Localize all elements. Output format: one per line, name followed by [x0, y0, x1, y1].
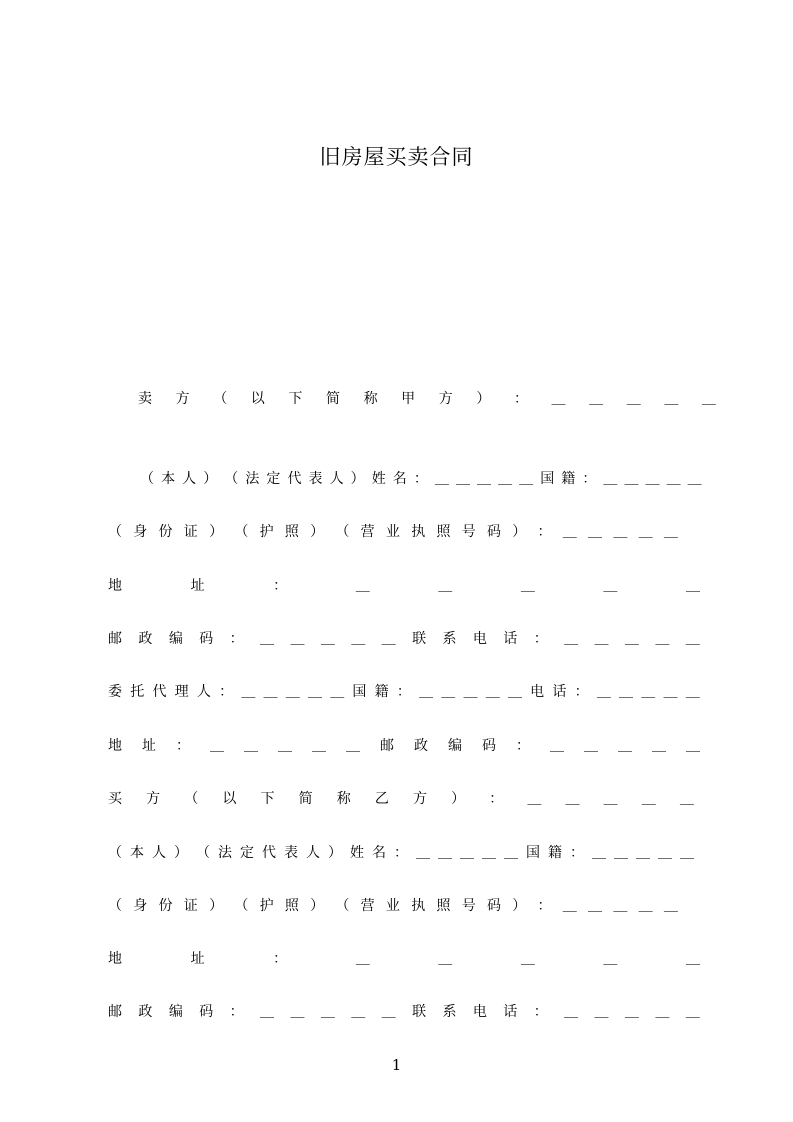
- text-char: ＿: [686, 738, 700, 754]
- text-char: 人: [182, 471, 197, 487]
- text-char: 政: [138, 1004, 153, 1020]
- text-char: 人: [152, 845, 166, 861]
- text-char: 人: [196, 684, 211, 700]
- text-char: 证: [183, 898, 198, 914]
- text-char: 法: [245, 471, 260, 487]
- text-char: 联: [412, 631, 427, 647]
- text-char: ＿: [685, 951, 700, 967]
- text-char: ）: [209, 524, 224, 540]
- text-char: 托: [130, 684, 145, 700]
- text-char: ＿: [441, 684, 456, 700]
- text-char: 照: [436, 898, 451, 914]
- text-char: ）: [476, 391, 491, 407]
- text-char: ＿: [477, 471, 491, 487]
- text-char: ＿: [519, 471, 534, 487]
- text-char: 护: [259, 524, 274, 540]
- text-char: ＿: [320, 631, 335, 647]
- text-char: 姓: [371, 471, 386, 487]
- text-char: 联: [412, 1004, 427, 1020]
- text-char: 地: [108, 951, 122, 967]
- text-char: ＿: [438, 578, 453, 594]
- text-char: ＿: [504, 845, 518, 861]
- text-char: 证: [183, 524, 198, 540]
- text-char: ：: [513, 391, 528, 407]
- text-char: ＿: [460, 845, 474, 861]
- text-char: ＿: [312, 738, 326, 754]
- text-char: ）: [451, 791, 466, 807]
- text-char: 称: [336, 791, 351, 807]
- text-char: ＿: [614, 845, 628, 861]
- text-char: ＿: [658, 845, 672, 861]
- text-char: ：: [219, 684, 234, 700]
- text-char: ＿: [290, 1004, 305, 1020]
- text-char: 码: [486, 524, 501, 540]
- text-char: （: [335, 898, 350, 914]
- text-char: 码: [199, 631, 214, 647]
- text-char: （: [140, 471, 154, 487]
- text-char: 以: [250, 391, 265, 407]
- text-char: ＿: [520, 951, 535, 967]
- text-char: 照: [436, 524, 451, 540]
- text-char: 邮: [380, 738, 394, 754]
- text-char: ）: [209, 898, 224, 914]
- text-char: 份: [158, 898, 173, 914]
- text-char: 营: [360, 524, 375, 540]
- text-char: 代: [152, 684, 167, 700]
- buyer-postcode-phone-line: [108, 1000, 700, 1022]
- text-char: 邮: [108, 1004, 122, 1020]
- text-char: ＿: [562, 898, 577, 914]
- text-char: 地: [108, 578, 122, 594]
- text-char: ＿: [685, 1004, 700, 1020]
- text-char: ＿: [290, 631, 305, 647]
- text-char: 理: [174, 684, 189, 700]
- text-char: ＿: [438, 845, 452, 861]
- text-char: ＿: [351, 631, 366, 647]
- seller-id-line: [108, 520, 678, 542]
- text-char: ＿: [307, 684, 322, 700]
- text-char: ：: [516, 738, 530, 754]
- text-char: ＿: [550, 738, 564, 754]
- text-char: 定: [266, 471, 281, 487]
- buyer-name-nationality-line: [108, 841, 694, 863]
- text-char: 执: [411, 898, 426, 914]
- page-number: 1: [391, 1056, 402, 1074]
- text-char: （: [335, 524, 350, 540]
- text-char: ＿: [685, 578, 700, 594]
- text-char: ＿: [565, 791, 580, 807]
- text-char: ＿: [485, 684, 500, 700]
- text-char: ＿: [419, 684, 434, 700]
- text-char: ＿: [594, 1004, 609, 1020]
- text-char: 代: [262, 845, 276, 861]
- text-char: 下: [288, 391, 303, 407]
- text-char: ＿: [663, 524, 678, 540]
- text-char: ＿: [588, 898, 603, 914]
- text-char: ＿: [455, 471, 470, 487]
- text-char: ＿: [603, 471, 618, 487]
- text-char: （: [234, 898, 249, 914]
- text-char: ）: [203, 471, 218, 487]
- text-char: 话: [503, 1004, 518, 1020]
- text-char: ＿: [603, 578, 618, 594]
- text-char: ＿: [663, 684, 678, 700]
- text-char: 政: [414, 738, 428, 754]
- text-char: ＿: [241, 684, 256, 700]
- text-char: 国: [352, 684, 367, 700]
- text-char: ＿: [278, 738, 292, 754]
- text-char: ：: [537, 524, 552, 540]
- text-char: ＿: [655, 1004, 670, 1020]
- text-char: ）: [350, 471, 365, 487]
- text-char: ＿: [355, 951, 370, 967]
- text-char: 方: [146, 791, 161, 807]
- text-char: 码: [482, 738, 496, 754]
- text-char: ＿: [527, 791, 542, 807]
- text-char: 简: [298, 791, 313, 807]
- text-char: 营: [360, 898, 375, 914]
- text-char: 方: [413, 791, 427, 807]
- text-char: ＿: [463, 684, 478, 700]
- text-char: ＿: [244, 738, 258, 754]
- text-char: ＿: [624, 1004, 639, 1020]
- text-char: 方: [175, 391, 190, 407]
- text-char: ＿: [638, 898, 653, 914]
- text-char: ＿: [618, 738, 632, 754]
- text-char: ＿: [645, 471, 660, 487]
- text-char: ＿: [626, 391, 641, 407]
- text-char: 址: [190, 578, 205, 594]
- text-char: ＿: [210, 738, 224, 754]
- text-char: ＿: [603, 791, 618, 807]
- text-char: ＿: [507, 684, 522, 700]
- text-char: ＿: [434, 471, 449, 487]
- text-char: ）: [174, 845, 188, 861]
- text-char: ＿: [584, 738, 598, 754]
- text-char: ＿: [346, 738, 360, 754]
- text-char: ＿: [263, 684, 278, 700]
- text-char: 卖: [138, 391, 152, 407]
- text-char: 表: [308, 471, 323, 487]
- text-char: 执: [411, 524, 426, 540]
- text-char: ＿: [680, 845, 694, 861]
- text-char: ＿: [285, 684, 300, 700]
- text-char: ＿: [588, 524, 603, 540]
- text-char: ＿: [687, 471, 702, 487]
- text-char: （: [213, 391, 228, 407]
- text-char: ＿: [638, 524, 653, 540]
- text-char: ＿: [624, 471, 639, 487]
- text-char: ＿: [438, 951, 453, 967]
- seller-name-nationality-line: [140, 467, 702, 489]
- text-char: 照: [284, 898, 299, 914]
- text-char: （: [196, 845, 210, 861]
- text-char: 址: [190, 951, 205, 967]
- text-char: ：: [413, 471, 428, 487]
- text-char: 以: [222, 791, 237, 807]
- text-char: ：: [229, 1004, 244, 1020]
- text-char: ：: [582, 471, 597, 487]
- text-char: ＿: [666, 471, 681, 487]
- text-char: 名: [392, 471, 407, 487]
- text-char: ＿: [685, 631, 700, 647]
- text-char: ＿: [663, 898, 678, 914]
- text-char: 代: [287, 471, 302, 487]
- text-char: 码: [486, 898, 501, 914]
- text-char: ＿: [641, 684, 656, 700]
- text-char: 号: [461, 524, 476, 540]
- text-char: ）: [310, 524, 325, 540]
- text-char: ＿: [685, 684, 700, 700]
- text-char: ：: [176, 738, 190, 754]
- text-char: 电: [472, 631, 487, 647]
- text-char: ＿: [619, 684, 634, 700]
- text-char: 定: [240, 845, 254, 861]
- text-char: ＿: [416, 845, 430, 861]
- text-char: 法: [218, 845, 232, 861]
- text-char: ：: [396, 684, 411, 700]
- text-char: ：: [533, 1004, 548, 1020]
- text-char: 身: [133, 898, 148, 914]
- text-char: ＿: [260, 631, 275, 647]
- text-char: 编: [168, 631, 183, 647]
- text-char: （: [108, 898, 122, 914]
- text-char: ＿: [551, 391, 566, 407]
- text-char: ）: [512, 898, 527, 914]
- text-char: ：: [273, 578, 288, 594]
- text-char: ＿: [564, 1004, 579, 1020]
- text-char: 份: [158, 524, 173, 540]
- text-char: 护: [259, 898, 274, 914]
- text-char: ：: [574, 684, 589, 700]
- text-char: 地: [108, 738, 122, 754]
- text-char: ＿: [652, 738, 666, 754]
- text-char: 址: [142, 738, 156, 754]
- text-char: 业: [385, 524, 400, 540]
- text-char: ＿: [498, 471, 513, 487]
- text-char: ：: [229, 631, 244, 647]
- text-char: 本: [161, 471, 176, 487]
- text-char: 籍: [561, 471, 576, 487]
- text-char: ：: [394, 845, 408, 861]
- text-char: ）: [328, 845, 342, 861]
- text-char: ＿: [482, 845, 496, 861]
- seller-postcode-phone-line: [108, 627, 700, 649]
- text-char: 编: [168, 1004, 183, 1020]
- text-char: ＿: [562, 524, 577, 540]
- text-char: 下: [260, 791, 275, 807]
- buyer-address-line: [108, 947, 700, 969]
- text-char: 话: [552, 684, 567, 700]
- text-char: ＿: [701, 391, 716, 407]
- text-char: ＿: [564, 631, 579, 647]
- text-char: 籍: [374, 684, 389, 700]
- text-char: 编: [448, 738, 462, 754]
- text-char: ＿: [636, 845, 650, 861]
- text-char: ＿: [679, 791, 694, 807]
- buyer-id-line: [108, 894, 678, 916]
- text-char: ＿: [613, 524, 628, 540]
- text-char: ＿: [624, 631, 639, 647]
- text-char: ＿: [589, 391, 604, 407]
- text-char: ＿: [664, 391, 679, 407]
- text-char: ＿: [655, 631, 670, 647]
- text-char: ：: [489, 791, 504, 807]
- text-char: 国: [526, 845, 540, 861]
- text-char: 码: [199, 1004, 214, 1020]
- text-char: （: [224, 471, 239, 487]
- text-char: ＿: [260, 1004, 275, 1020]
- document-title: 旧房屋买卖合同: [319, 145, 474, 169]
- text-char: ＿: [594, 631, 609, 647]
- seller-agent-address-line: [108, 734, 700, 756]
- text-char: ＿: [641, 791, 656, 807]
- text-char: 话: [503, 631, 518, 647]
- text-char: 甲: [401, 391, 416, 407]
- text-char: 人: [329, 471, 344, 487]
- text-char: ＿: [381, 1004, 396, 1020]
- text-char: 姓: [350, 845, 364, 861]
- text-char: 表: [284, 845, 298, 861]
- text-char: 邮: [108, 631, 122, 647]
- seller-agent-line: [108, 680, 700, 702]
- text-char: 称: [363, 391, 378, 407]
- text-char: ）: [310, 898, 325, 914]
- text-char: ：: [537, 898, 552, 914]
- buyer-line: [108, 787, 694, 809]
- text-char: 业: [385, 898, 400, 914]
- text-char: ＿: [613, 898, 628, 914]
- text-char: 方: [438, 391, 453, 407]
- text-char: 系: [442, 631, 457, 647]
- text-char: 电: [472, 1004, 487, 1020]
- text-char: 买: [108, 791, 122, 807]
- text-char: ＿: [592, 845, 606, 861]
- text-char: （: [108, 524, 122, 540]
- text-char: 号: [461, 898, 476, 914]
- text-char: 名: [372, 845, 386, 861]
- text-char: ＿: [603, 951, 618, 967]
- text-char: 系: [442, 1004, 457, 1020]
- seller-line: [138, 387, 716, 409]
- text-char: ＿: [381, 631, 396, 647]
- text-char: 照: [284, 524, 299, 540]
- seller-address-line: [108, 574, 700, 596]
- text-char: 籍: [548, 845, 562, 861]
- text-char: 委: [108, 684, 122, 700]
- text-char: 人: [306, 845, 320, 861]
- text-char: ＿: [520, 578, 535, 594]
- text-char: 电: [530, 684, 545, 700]
- text-char: 简: [325, 391, 340, 407]
- text-char: 国: [540, 471, 555, 487]
- text-char: ）: [512, 524, 527, 540]
- text-char: ＿: [355, 578, 370, 594]
- text-char: ＿: [330, 684, 345, 700]
- text-char: （: [234, 524, 249, 540]
- text-char: ＿: [596, 684, 611, 700]
- text-char: 政: [138, 631, 153, 647]
- text-char: 乙: [374, 791, 389, 807]
- text-char: ＿: [320, 1004, 335, 1020]
- text-char: 身: [133, 524, 148, 540]
- text-char: ＿: [351, 1004, 366, 1020]
- text-char: （: [108, 845, 122, 861]
- text-char: ：: [273, 951, 288, 967]
- text-char: 本: [130, 845, 144, 861]
- text-char: ：: [533, 631, 548, 647]
- text-char: ：: [570, 845, 584, 861]
- text-char: （: [184, 791, 199, 807]
